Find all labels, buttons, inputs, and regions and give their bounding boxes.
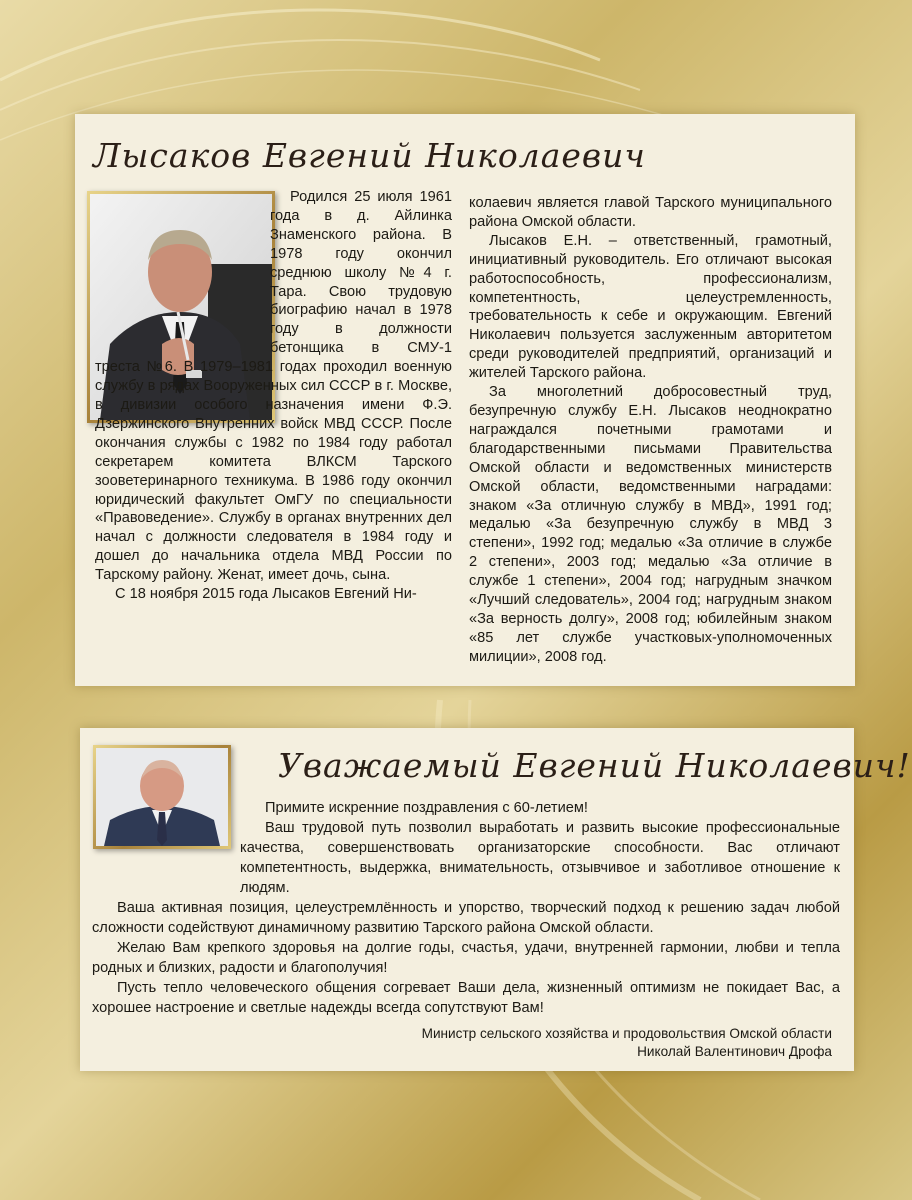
signature-name: Николай Валентинович Дрофа bbox=[637, 1044, 832, 1059]
biography-paragraph-4: За многолетний добросовестный труд, безупречную службу Е.Н. Лысаков неоднократно награждался почетными грамотами и благодарственными письмами Правительства Омской области и ведомственных министерств Омской области, ведомственными наградами: знаком «За отличную службу в МВД», 1991 год; медалью «За безупречную службу в МВД 3 степени», 1992 год; медалью «За отличие в службе 2 степени», 2003 год; медалью «За отличие в службе 1 степени», 2004 год; нагрудным значком «Лучший следователь», 2004 год; нагрудным знаком «За верность долгу», 2008 год; юбилейным знаком «85 лет службе участковых-уполномоченных милиции», 2008 год. bbox=[469, 384, 832, 665]
signature-block bbox=[422, 1025, 832, 1061]
biography-paragraph-2-end: колаевич является главой Тарского муниципального района Омской области. bbox=[469, 195, 832, 230]
greeting-paragraph-2: Ваш трудовой путь позволил выработать и развить высокие профессиональные качества, совершенствовать организаторские способности. Вас отличают компетентность, выдержка, внимательность, отзывчивое и заботливое отношение к людям. bbox=[240, 820, 840, 896]
biography-column-right bbox=[469, 194, 832, 667]
photo-wrap-space bbox=[92, 798, 240, 898]
biography-name-title: Лысаков Евгений Николаевич bbox=[93, 136, 646, 175]
signature-position: Министр сельского хозяйства и продовольствия Омской области bbox=[421, 1026, 832, 1041]
biography-paragraph-1: Родился 25 июля 1961 года в д. Айлинка Знаменского района. В 1978 году окончил среднюю школу №4 г. Тара. Свою трудовую биографию начал в 1978 году в должности бетонщика в СМУ-1 треста №6. В 1979–1981 годах проходил военную службу в рядах Вооруженных сил СССР в г. Москве, в дивизии особого назначения имени Ф.Э. Дзержинского Внутренних войск МВД СССР. После окончания службы с 1982 по 1984 году работал секретарем комитета ВЛКСМ Тарского зооветеринарного техникума. В 1986 году окончил юридический факультет ОмГУ по специальности «Правоведение». Службу в органах внутренних дел начал с должности следователя в 1984 году и дошел до начальника отдела МВД России по Тарскому району. Женат, имеет дочь, сына. bbox=[95, 189, 452, 584]
greeting-paragraph-3: Ваша активная позиция, целеустремлённость и упорство, творческий подход к решению задач любой сложности содействуют динамичному развитию Тарского района Омской области. bbox=[92, 900, 840, 936]
greeting-salutation: Уважаемый Евгений Николаевич! bbox=[278, 746, 911, 785]
biography-panel bbox=[75, 114, 855, 686]
greeting-paragraph-1: Примите искренние поздравления с 60-летием! bbox=[265, 800, 588, 816]
biography-paragraph-3: Лысаков Е.Н. – ответственный, грамотный, инициативный руководитель. Его отличают высокая работоспособность, профессионализм, компетентность, целеустремленность, требовательность к себе и окружающим. Евгений Николаевич пользуется заслуженным авторитетом среди руководителей предприятий, организаций и жителей Тарского района. bbox=[469, 232, 832, 382]
greeting-paragraph-4: Желаю Вам крепкого здоровья на долгие годы, счастья, удачи, внутренней гармонии, любви и тепла родных и близких, радости и благополучия! bbox=[92, 940, 840, 976]
greeting-panel bbox=[80, 728, 911, 1071]
greeting-text bbox=[92, 798, 840, 1018]
greeting-paragraph-5: Пусть тепло человеческого общения согревает Ваши дела, жизненный оптимизм не покидает Вас, а хорошее настроение и светлые надежды всегда сопутствуют Вам! bbox=[92, 980, 840, 1016]
biography-paragraph-2-start: С 18 ноября 2015 года Лысаков Евгений Ни- bbox=[115, 586, 417, 603]
photo-wrap-space bbox=[75, 114, 270, 356]
biography-column-left-text bbox=[95, 188, 452, 604]
